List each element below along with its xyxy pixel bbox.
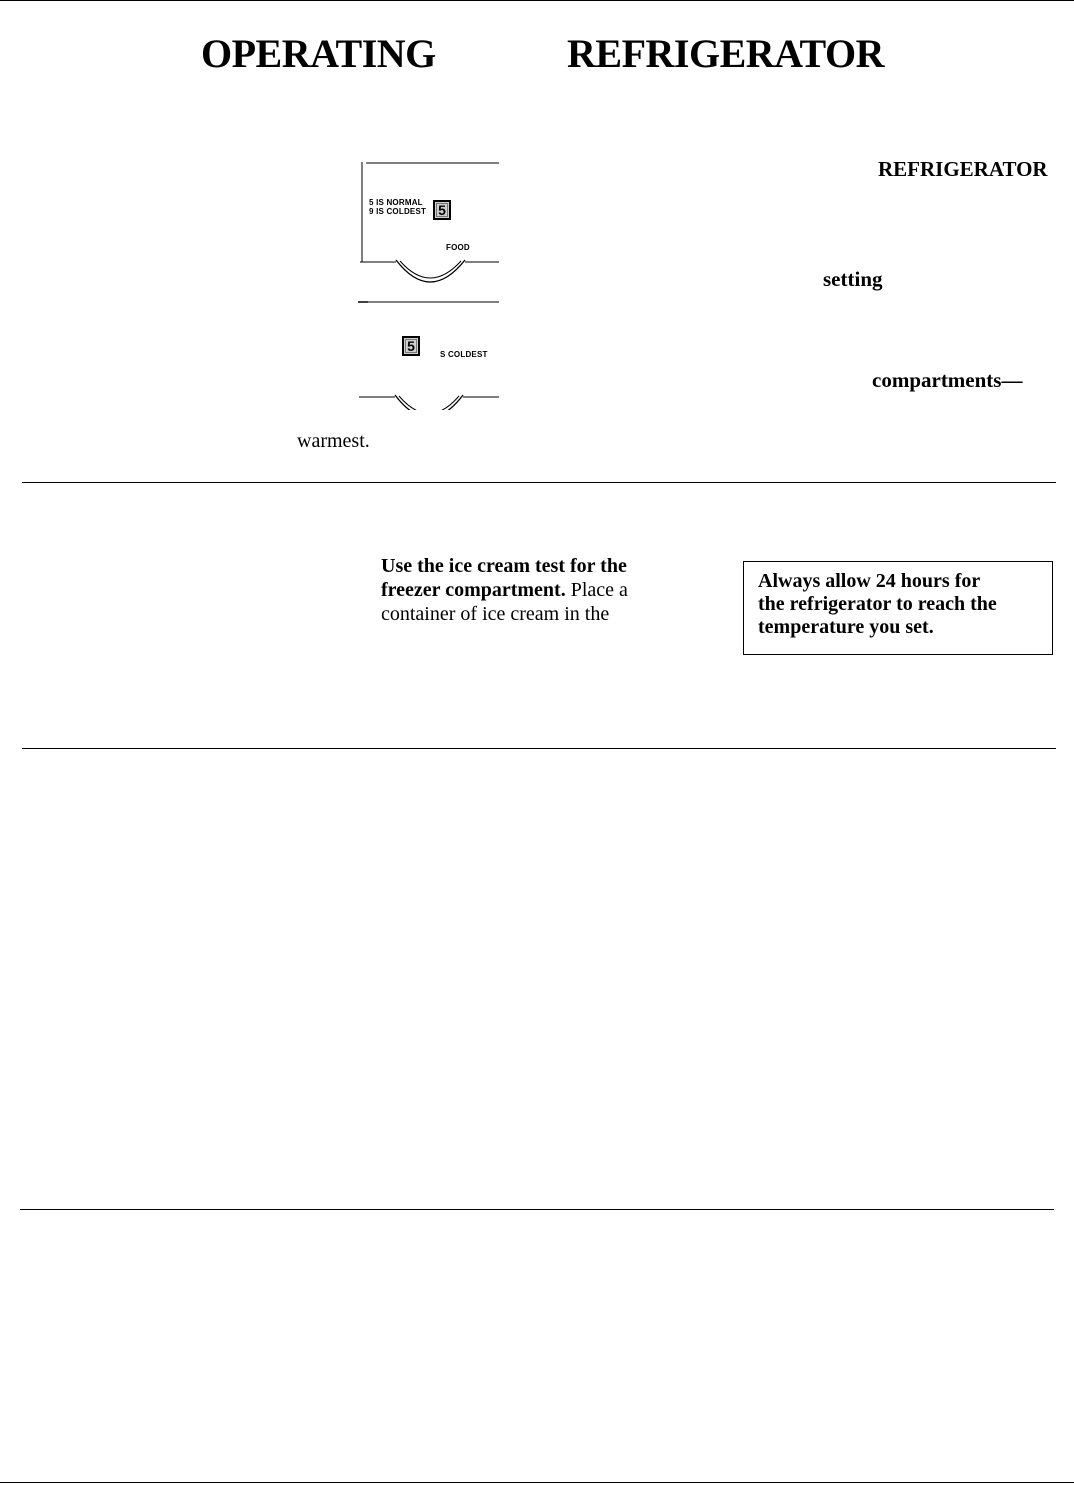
note-box-24-hours [743, 561, 1053, 655]
section-divider-2 [22, 748, 1056, 749]
note-line-2: the refrigerator to reach the [758, 593, 997, 615]
place-a-text: Place a [565, 579, 628, 601]
freezer-control-dial [358, 300, 500, 410]
warmest-word: warmest. [297, 430, 370, 452]
top-rule [0, 0, 1074, 1]
section-heading-refrigerator: REFRIGERATOR [878, 157, 1048, 181]
dial-normal-label: 5 IS NORMAL [369, 198, 423, 207]
ice-cream-test-line-2 [381, 579, 628, 602]
ice-cream-test-heading: Use the ice cream test for the [381, 555, 627, 577]
fresh-food-label: FOOD [446, 243, 470, 252]
fresh-food-setting-digit[interactable]: 5 [433, 200, 451, 220]
fresh-food-dial-outline [360, 162, 500, 302]
setting-word: setting [823, 267, 883, 291]
note-line-3: temperature you set. [758, 616, 934, 638]
freezer-compartment-bold: freezer compartment. [381, 579, 566, 601]
note-line-1: Always allow 24 hours for [758, 570, 981, 592]
section-divider-3 [20, 1209, 1054, 1210]
section-divider-1 [22, 482, 1056, 483]
ice-cream-test-line-3: container of ice cream in the [381, 603, 610, 625]
fresh-food-control-dial [360, 162, 500, 302]
bottom-rule [0, 1482, 1074, 1483]
freezer-setting-digit[interactable]: 5 [402, 336, 420, 356]
page-title-refrigerator: REFRIGERATOR [567, 31, 885, 76]
dial-coldest-label: 9 IS COLDEST [369, 207, 427, 216]
page-title-operating: OPERATING [201, 31, 436, 76]
freezer-coldest-label: S COLDEST [440, 350, 488, 359]
compartments-word: compartments— [872, 368, 1023, 392]
